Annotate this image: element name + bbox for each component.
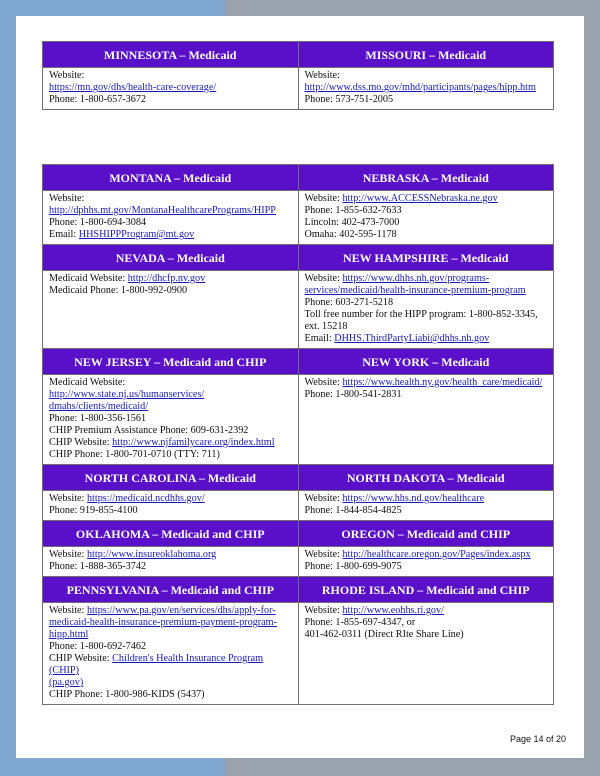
state-details-missouri	[298, 68, 554, 110]
state-details-new-hampshire	[298, 271, 554, 349]
state-contacts-table-2	[42, 164, 554, 705]
detail-line	[305, 205, 548, 217]
detail-line	[305, 273, 548, 285]
state-header-oklahoma: OKLAHOMA – Medicaid and CHIP	[43, 521, 299, 547]
detail-line	[49, 449, 292, 461]
detail-link[interactable]: http://www.eohhs.ri.gov/	[342, 605, 444, 616]
detail-line	[49, 617, 292, 629]
content-row	[43, 547, 554, 577]
detail-text: Phone: 1-800-541-2831	[304, 389, 402, 400]
detail-line	[49, 229, 292, 241]
detail-line	[305, 561, 548, 573]
detail-text: Phone: 1-888-365-3742	[49, 561, 147, 572]
detail-link[interactable]: http://www.njfamilycare.org/index.html	[112, 437, 275, 448]
detail-link[interactable]: DHHS.ThirdPartyLiabi@dhhs.nh.gov	[334, 333, 490, 344]
detail-line	[305, 94, 548, 106]
state-header-oregon: OREGON – Medicaid and CHIP	[298, 521, 554, 547]
detail-text: Website:	[304, 70, 340, 81]
detail-line	[49, 505, 292, 517]
detail-text: Website:	[304, 273, 343, 284]
detail-text: Website:	[49, 493, 87, 504]
detail-text: Phone: 1-855-632-7633	[304, 205, 402, 216]
state-header-new-jersey: NEW JERSEY – Medicaid and CHIP	[43, 349, 299, 375]
state-details-montana	[43, 191, 299, 245]
state-details-new-jersey	[43, 375, 299, 465]
detail-line	[49, 389, 292, 401]
detail-line	[305, 297, 548, 309]
detail-text: CHIP Phone: 1-800-701-0710 (TTY: 711)	[49, 449, 220, 460]
detail-text: Website:	[304, 377, 343, 388]
detail-link[interactable]: http://healthcare.oregon.gov/Pages/index.aspx	[342, 549, 531, 560]
detail-line	[49, 561, 292, 573]
detail-line	[49, 437, 292, 449]
state-details-oklahoma	[43, 547, 299, 577]
detail-link[interactable]: hipp.html	[49, 629, 89, 640]
detail-line	[305, 333, 548, 345]
detail-text: Medicaid Website:	[49, 273, 128, 284]
detail-text: Phone: 1-844-854-4825	[304, 505, 402, 516]
detail-link[interactable]: http://dhcfp.nv.gov	[127, 273, 206, 284]
state-header-minnesota: MINNESOTA – Medicaid	[43, 42, 299, 68]
detail-line	[49, 413, 292, 425]
detail-line	[49, 493, 292, 505]
detail-text: Medicaid Website:	[49, 377, 126, 388]
detail-line	[49, 377, 292, 389]
detail-link[interactable]: https://www.pa.gov/en/services/dhs/apply-for-	[86, 605, 276, 616]
detail-text: Phone: 1-855-697-4347, or	[304, 617, 416, 628]
state-details-north-carolina	[43, 491, 299, 521]
detail-line	[305, 217, 548, 229]
content-row	[43, 68, 554, 110]
content-row	[43, 491, 554, 521]
state-header-missouri: MISSOURI – Medicaid	[298, 42, 554, 68]
detail-text: Omaha: 402-595-1178	[304, 229, 397, 240]
detail-line	[49, 677, 292, 689]
detail-text: CHIP Website:	[49, 437, 113, 448]
detail-line	[49, 605, 292, 617]
detail-line	[49, 94, 292, 106]
detail-line	[305, 629, 548, 641]
detail-text: Website:	[49, 70, 85, 81]
state-details-oregon	[298, 547, 554, 577]
detail-line	[49, 82, 292, 94]
detail-line	[49, 629, 292, 641]
detail-link[interactable]: (pa.gov)	[49, 677, 84, 688]
detail-line	[49, 425, 292, 437]
detail-line	[305, 549, 548, 561]
document-page	[16, 16, 584, 758]
content-row	[43, 375, 554, 465]
header-row	[43, 165, 554, 191]
detail-line	[305, 309, 548, 333]
header-row	[43, 245, 554, 271]
detail-link[interactable]: http://dphhs.mt.gov/MontanaHealthcarePrograms/HIPP	[49, 205, 276, 216]
state-header-nebraska: NEBRASKA – Medicaid	[298, 165, 554, 191]
detail-text: Website:	[304, 493, 343, 504]
detail-text: Website:	[49, 549, 87, 560]
detail-line	[49, 549, 292, 561]
detail-link[interactable]: http://www.ACCESSNebraska.ne.gov	[342, 193, 498, 204]
page-number: Page 14 of 20	[509, 734, 566, 744]
state-header-rhode-island: RHODE ISLAND – Medicaid and CHIP	[298, 577, 554, 603]
detail-line	[49, 641, 292, 653]
detail-text: Phone: 1-800-699-9075	[304, 561, 402, 572]
detail-link[interactable]: HHSHIPPProgram@mt.gov	[78, 229, 195, 240]
state-details-pennsylvania	[43, 603, 299, 705]
detail-text: CHIP Website:	[49, 653, 113, 664]
state-header-north-dakota: NORTH DAKOTA – Medicaid	[298, 465, 554, 491]
detail-link[interactable]: https://medicaid.ncdhhs.gov/	[86, 493, 205, 504]
detail-text: Phone: 1-800-356-1561	[49, 413, 147, 424]
detail-line	[305, 377, 548, 389]
state-header-new-york: NEW YORK – Medicaid	[298, 349, 554, 375]
detail-link[interactable]: http://www.dss.mo.gov/mhd/participants/pages/hipp.htm	[304, 82, 536, 93]
detail-text: CHIP Phone: 1-800-986-KIDS (5437)	[49, 689, 205, 700]
detail-line	[49, 205, 292, 217]
detail-line	[305, 229, 548, 241]
detail-line	[305, 617, 548, 629]
detail-link[interactable]: http://www.state.nj.us/humanservices/	[49, 389, 205, 400]
detail-line	[305, 70, 548, 82]
state-details-new-york	[298, 375, 554, 465]
detail-text: Phone: 603-271-5218	[304, 297, 394, 308]
header-row	[43, 577, 554, 603]
detail-text: Website:	[49, 193, 85, 204]
detail-text: Toll free number for the HIPP program: 1-800-852-3345, ext. 15218	[304, 309, 538, 332]
detail-line	[49, 689, 292, 701]
detail-text: Website:	[304, 605, 343, 616]
detail-link[interactable]: dmahs/clients/medicaid/	[49, 401, 149, 412]
detail-text: Email:	[49, 229, 79, 240]
detail-text: Medicaid Phone: 1-800-992-0900	[49, 285, 188, 296]
state-header-pennsylvania: PENNSYLVANIA – Medicaid and CHIP	[43, 577, 299, 603]
header-row	[43, 465, 554, 491]
detail-line	[49, 217, 292, 229]
detail-line	[49, 193, 292, 205]
state-header-montana: MONTANA – Medicaid	[43, 165, 299, 191]
detail-line	[305, 285, 548, 297]
detail-line	[305, 82, 548, 94]
detail-text: Phone: 1-800-657-3672	[49, 94, 147, 105]
content-row	[43, 271, 554, 349]
detail-line	[305, 493, 548, 505]
header-row	[43, 349, 554, 375]
detail-line	[305, 193, 548, 205]
state-details-nebraska	[298, 191, 554, 245]
content-row	[43, 191, 554, 245]
detail-text: CHIP Premium Assistance Phone: 609-631-2392	[49, 425, 249, 436]
detail-text: Website:	[49, 605, 87, 616]
detail-line	[49, 653, 292, 677]
detail-line	[49, 70, 292, 82]
detail-text: Phone: 573-751-2005	[304, 94, 394, 105]
detail-line	[49, 273, 292, 285]
state-details-nevada	[43, 271, 299, 349]
detail-link[interactable]: https://www.dhhs.nh.gov/programs-	[342, 273, 490, 284]
detail-link[interactable]: services/medicaid/health-insurance-premium-program	[304, 285, 526, 296]
detail-link[interactable]: https://www.hhs.nd.gov/healthcare	[342, 493, 485, 504]
detail-text: Email:	[304, 333, 335, 344]
detail-line	[305, 505, 548, 517]
state-details-minnesota	[43, 68, 299, 110]
detail-link[interactable]: medicaid-health-insurance-premium-payment-program-	[49, 617, 277, 628]
header-row	[43, 521, 554, 547]
detail-link[interactable]: Children's Health Insurance Program (CHIP)	[49, 653, 264, 676]
state-contacts-table-1	[42, 41, 554, 110]
detail-text: Lincoln: 402-473-7000	[304, 217, 400, 228]
detail-line	[305, 605, 548, 617]
detail-link[interactable]: http://www.insureoklahoma.org	[86, 549, 217, 560]
detail-line	[49, 285, 292, 297]
detail-link[interactable]: https://www.health.ny.gov/health_care/medicaid/	[342, 377, 543, 388]
detail-text: Website:	[304, 193, 343, 204]
detail-line	[305, 389, 548, 401]
state-details-rhode-island	[298, 603, 554, 705]
state-header-new-hampshire: NEW HAMPSHIRE – Medicaid	[298, 245, 554, 271]
state-details-north-dakota	[298, 491, 554, 521]
detail-link[interactable]: https://mn.gov/dhs/health-care-coverage/	[49, 82, 217, 93]
content-row	[43, 603, 554, 705]
header-row	[43, 42, 554, 68]
detail-text: Phone: 1-800-692-7462	[49, 641, 147, 652]
detail-text: Phone: 919-855-4100	[49, 505, 138, 516]
detail-text: Phone: 1-800-694-3084	[49, 217, 147, 228]
state-header-north-carolina: NORTH CAROLINA – Medicaid	[43, 465, 299, 491]
state-header-nevada: NEVADA – Medicaid	[43, 245, 299, 271]
detail-line	[49, 401, 292, 413]
detail-text: Website:	[304, 549, 343, 560]
detail-text: 401-462-0311 (Direct RIte Share Line)	[304, 629, 464, 640]
